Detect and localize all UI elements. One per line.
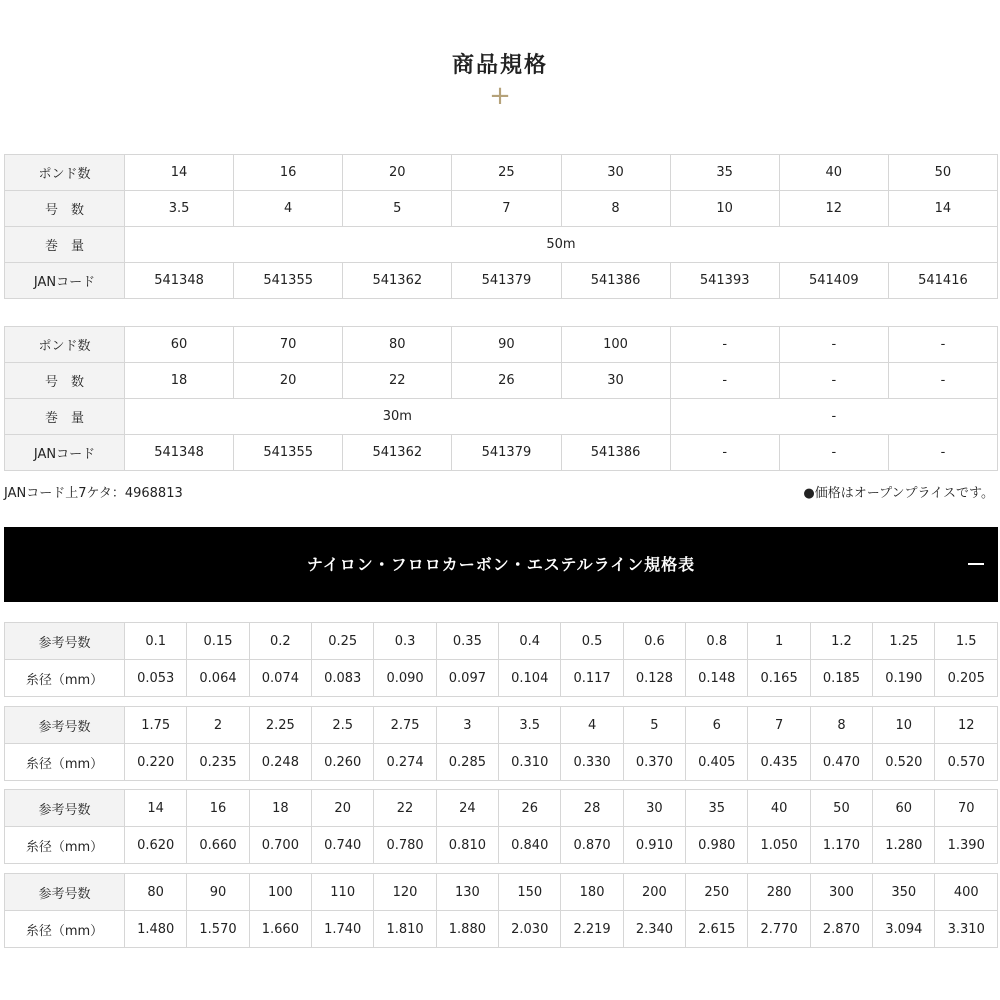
table-cell: 541362 xyxy=(343,263,452,299)
table-cell: 541355 xyxy=(234,435,343,471)
table-cell: 100 xyxy=(561,327,670,363)
table-cell: 20 xyxy=(234,363,343,399)
table-cell: 0.15 xyxy=(187,623,249,660)
table-cell: 0.097 xyxy=(436,660,498,697)
table-cell: 0.25 xyxy=(312,623,374,660)
table-cell: 541386 xyxy=(561,263,670,299)
table-row xyxy=(5,363,998,399)
table-cell: 50m xyxy=(125,227,998,263)
table-cell: 10 xyxy=(670,191,779,227)
table-cell: 0.205 xyxy=(935,660,998,697)
table-cell: - xyxy=(779,435,888,471)
table-row xyxy=(5,191,998,227)
table-cell: 40 xyxy=(748,790,810,827)
notes-row xyxy=(4,480,998,502)
table-cell: 1.2 xyxy=(810,623,872,660)
table-cell: 541379 xyxy=(452,263,561,299)
table-cell: 1.390 xyxy=(935,827,998,864)
spec-table-30m xyxy=(4,326,998,471)
table-cell: 2.615 xyxy=(686,911,748,948)
table-cell: 8 xyxy=(561,191,670,227)
table-cell: 0.910 xyxy=(623,827,685,864)
table-cell: 0.185 xyxy=(810,660,872,697)
table-cell: 28 xyxy=(561,790,623,827)
table-cell: 100 xyxy=(249,874,311,911)
table-cell: 0.660 xyxy=(187,827,249,864)
table-cell: 0.35 xyxy=(436,623,498,660)
table-cell: 0.248 xyxy=(249,744,311,781)
table-cell: - xyxy=(670,399,997,435)
ref-table xyxy=(4,873,998,948)
table-cell: 180 xyxy=(561,874,623,911)
row-label: 糸径（mm） xyxy=(5,827,125,864)
table-cell: 24 xyxy=(436,790,498,827)
table-cell: 12 xyxy=(779,191,888,227)
table-cell: 0.780 xyxy=(374,827,436,864)
table-cell: 110 xyxy=(312,874,374,911)
table-cell: 2.25 xyxy=(249,707,311,744)
row-label: 巻 量 xyxy=(5,399,125,435)
table-cell: 26 xyxy=(452,363,561,399)
accordion-header[interactable] xyxy=(4,527,998,602)
table-cell: 541386 xyxy=(561,435,670,471)
table-cell: 0.165 xyxy=(748,660,810,697)
table-cell: 1.660 xyxy=(249,911,311,948)
table-cell: - xyxy=(888,363,997,399)
table-cell: 541348 xyxy=(125,263,234,299)
table-cell: 0.117 xyxy=(561,660,623,697)
row-label: 糸径（mm） xyxy=(5,660,125,697)
table-cell: 0.3 xyxy=(374,623,436,660)
table-cell: 80 xyxy=(343,327,452,363)
table-cell: 541348 xyxy=(125,435,234,471)
table-cell: - xyxy=(888,435,997,471)
table-cell: 0.090 xyxy=(374,660,436,697)
table-cell: 35 xyxy=(670,155,779,191)
table-row xyxy=(5,744,998,781)
table-cell: 90 xyxy=(187,874,249,911)
table-cell: 350 xyxy=(873,874,935,911)
table-cell: 0.064 xyxy=(187,660,249,697)
spec-table-50m xyxy=(4,154,998,299)
table-cell: 541362 xyxy=(343,435,452,471)
table-cell: 3 xyxy=(436,707,498,744)
table-cell: 541409 xyxy=(779,263,888,299)
table-cell: 120 xyxy=(374,874,436,911)
table-row xyxy=(5,790,998,827)
table-cell: 6 xyxy=(686,707,748,744)
row-label: 参考号数 xyxy=(5,790,125,827)
table-cell: 60 xyxy=(125,327,234,363)
table-cell: 16 xyxy=(187,790,249,827)
table-cell: 400 xyxy=(935,874,998,911)
table-cell: 0.053 xyxy=(125,660,187,697)
table-cell: - xyxy=(670,363,779,399)
table-cell: 0.190 xyxy=(873,660,935,697)
table-cell: 541379 xyxy=(452,435,561,471)
table-cell: 50 xyxy=(888,155,997,191)
table-cell: 0.520 xyxy=(873,744,935,781)
table-cell: 2.870 xyxy=(810,911,872,948)
table-cell: 130 xyxy=(436,874,498,911)
table-cell: 0.470 xyxy=(810,744,872,781)
table-cell: 541393 xyxy=(670,263,779,299)
table-cell: 14 xyxy=(125,155,234,191)
table-cell: 0.4 xyxy=(499,623,561,660)
table-cell: 0.148 xyxy=(686,660,748,697)
table-cell: 60 xyxy=(873,790,935,827)
table-row xyxy=(5,660,998,697)
table-cell: 2 xyxy=(187,707,249,744)
table-cell: 0.700 xyxy=(249,827,311,864)
table-cell: 541416 xyxy=(888,263,997,299)
row-label: 参考号数 xyxy=(5,874,125,911)
table-cell: 0.330 xyxy=(561,744,623,781)
table-cell: 0.810 xyxy=(436,827,498,864)
table-cell: 7 xyxy=(748,707,810,744)
accordion-title: ナイロン・フロロカーボン・エステルライン規格表 xyxy=(306,555,696,574)
row-label: 号 数 xyxy=(5,191,125,227)
table-cell: 3.094 xyxy=(873,911,935,948)
table-cell: 3.310 xyxy=(935,911,998,948)
row-label: JANコード xyxy=(5,435,125,471)
table-cell: 0.074 xyxy=(249,660,311,697)
table-cell: 70 xyxy=(935,790,998,827)
row-label: 糸径（mm） xyxy=(5,744,125,781)
row-label: JANコード xyxy=(5,263,125,299)
table-cell: 14 xyxy=(888,191,997,227)
table-cell: 2.5 xyxy=(312,707,374,744)
table-cell: 90 xyxy=(452,327,561,363)
table-cell: 2.340 xyxy=(623,911,685,948)
ref-table xyxy=(4,706,998,781)
table-cell: 8 xyxy=(810,707,872,744)
table-cell: - xyxy=(670,327,779,363)
table-cell: 0.405 xyxy=(686,744,748,781)
table-cell: 0.370 xyxy=(623,744,685,781)
row-label: 参考号数 xyxy=(5,623,125,660)
table-row xyxy=(5,327,998,363)
minus-icon[interactable] xyxy=(968,563,984,565)
row-label: ポンド数 xyxy=(5,155,125,191)
table-cell: 0.435 xyxy=(748,744,810,781)
table-cell: 1.280 xyxy=(873,827,935,864)
table-row xyxy=(5,399,998,435)
table-cell: 1.810 xyxy=(374,911,436,948)
table-cell: 22 xyxy=(343,363,452,399)
table-cell: 1.880 xyxy=(436,911,498,948)
table-cell: 0.980 xyxy=(686,827,748,864)
table-cell: 80 xyxy=(125,874,187,911)
table-cell: 18 xyxy=(249,790,311,827)
table-cell: 12 xyxy=(935,707,998,744)
table-cell: 4 xyxy=(561,707,623,744)
plus-icon[interactable]: + xyxy=(489,81,511,111)
table-cell: - xyxy=(670,435,779,471)
table-cell: 2.030 xyxy=(499,911,561,948)
table-cell: 0.870 xyxy=(561,827,623,864)
jan-prefix-note: JANコード上7ケタ：4968813 xyxy=(4,486,183,501)
table-cell: 1.25 xyxy=(873,623,935,660)
table-cell: 0.285 xyxy=(436,744,498,781)
table-cell: 20 xyxy=(312,790,374,827)
table-cell: 0.260 xyxy=(312,744,374,781)
table-cell: 30 xyxy=(623,790,685,827)
table-cell: 0.128 xyxy=(623,660,685,697)
table-cell: 0.274 xyxy=(374,744,436,781)
table-cell: 0.6 xyxy=(623,623,685,660)
row-label: 参考号数 xyxy=(5,707,125,744)
table-cell: 280 xyxy=(748,874,810,911)
table-cell: 0.8 xyxy=(686,623,748,660)
table-cell: 0.620 xyxy=(125,827,187,864)
table-cell: 40 xyxy=(779,155,888,191)
table-cell: 5 xyxy=(623,707,685,744)
table-row xyxy=(5,911,998,948)
table-cell: - xyxy=(779,363,888,399)
ref-table xyxy=(4,622,998,697)
table-cell: 7 xyxy=(452,191,561,227)
table-row xyxy=(5,874,998,911)
table-cell: 0.2 xyxy=(249,623,311,660)
table-cell: 30 xyxy=(561,363,670,399)
table-cell: 50 xyxy=(810,790,872,827)
table-cell: 1.5 xyxy=(935,623,998,660)
table-cell: 541355 xyxy=(234,263,343,299)
table-cell: 1.570 xyxy=(187,911,249,948)
table-cell: 0.083 xyxy=(312,660,374,697)
table-row xyxy=(5,435,998,471)
table-row xyxy=(5,623,998,660)
table-cell: 70 xyxy=(234,327,343,363)
table-cell: 35 xyxy=(686,790,748,827)
table-cell: 16 xyxy=(234,155,343,191)
table-cell: 1.480 xyxy=(125,911,187,948)
section-title: 商品規格 xyxy=(451,53,548,78)
table-cell: 0.570 xyxy=(935,744,998,781)
row-label: 号 数 xyxy=(5,363,125,399)
table-cell: 300 xyxy=(810,874,872,911)
table-cell: 22 xyxy=(374,790,436,827)
table-cell: 0.1 xyxy=(125,623,187,660)
table-cell: 1.75 xyxy=(125,707,187,744)
table-cell: 18 xyxy=(125,363,234,399)
table-cell: 0.840 xyxy=(499,827,561,864)
table-cell: 2.770 xyxy=(748,911,810,948)
row-label: 巻 量 xyxy=(5,227,125,263)
table-cell: 3.5 xyxy=(125,191,234,227)
table-cell: 0.310 xyxy=(499,744,561,781)
table-cell: - xyxy=(888,327,997,363)
table-cell: 2.219 xyxy=(561,911,623,948)
table-cell: 4 xyxy=(234,191,343,227)
table-row xyxy=(5,227,998,263)
table-cell: 30m xyxy=(125,399,671,435)
table-cell: 2.75 xyxy=(374,707,436,744)
table-cell: 0.235 xyxy=(187,744,249,781)
table-cell: 26 xyxy=(499,790,561,827)
table-cell: 200 xyxy=(623,874,685,911)
table-cell: 3.5 xyxy=(499,707,561,744)
table-cell: - xyxy=(779,327,888,363)
table-cell: 0.104 xyxy=(499,660,561,697)
table-cell: 1 xyxy=(748,623,810,660)
row-label: ポンド数 xyxy=(5,327,125,363)
price-note: ●価格はオープンプライスです。 xyxy=(803,486,994,501)
table-cell: 5 xyxy=(343,191,452,227)
table-row xyxy=(5,827,998,864)
table-cell: 10 xyxy=(873,707,935,744)
row-label: 糸径（mm） xyxy=(5,911,125,948)
table-cell: 0.220 xyxy=(125,744,187,781)
table-cell: 30 xyxy=(561,155,670,191)
table-cell: 1.170 xyxy=(810,827,872,864)
table-cell: 20 xyxy=(343,155,452,191)
table-row xyxy=(5,263,998,299)
table-cell: 1.050 xyxy=(748,827,810,864)
table-cell: 150 xyxy=(499,874,561,911)
table-cell: 0.740 xyxy=(312,827,374,864)
table-cell: 250 xyxy=(686,874,748,911)
table-row xyxy=(5,707,998,744)
table-cell: 14 xyxy=(125,790,187,827)
table-cell: 0.5 xyxy=(561,623,623,660)
table-row xyxy=(5,155,998,191)
table-cell: 1.740 xyxy=(312,911,374,948)
table-cell: 25 xyxy=(452,155,561,191)
ref-table xyxy=(4,789,998,864)
